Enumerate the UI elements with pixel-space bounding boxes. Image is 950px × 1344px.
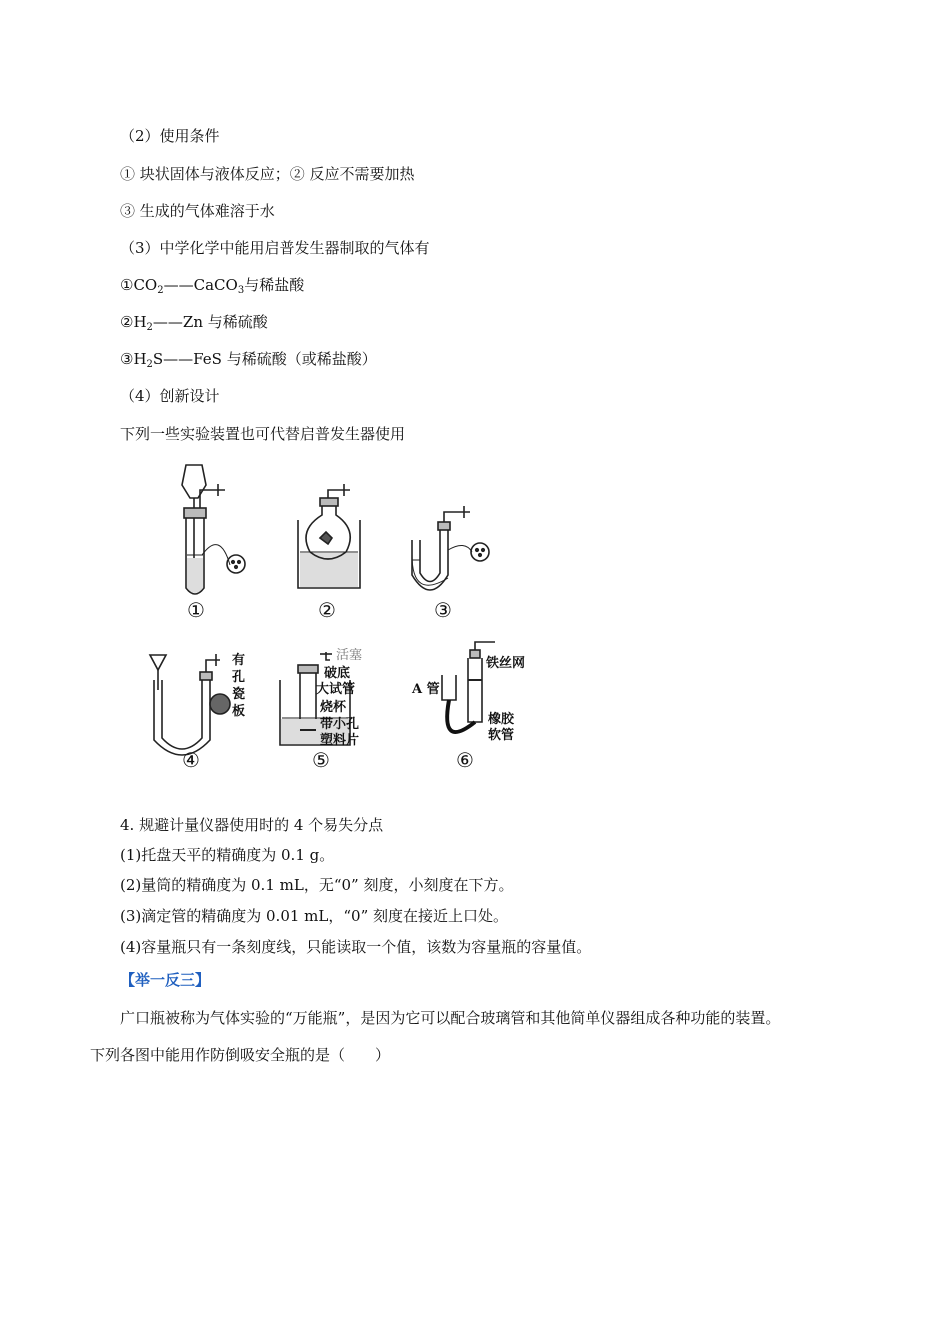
point-1: (1)托盘天平的精确度为 0.1 g。: [120, 846, 335, 864]
label-stopcock: 活塞: [336, 648, 363, 663]
part-4-title: 4. 规避计量仪器使用时的 4 个易失分点: [120, 816, 384, 834]
section-4-title: （4）创新设计: [120, 387, 220, 405]
condition-line-2: ③ 生成的气体难溶于水: [120, 202, 275, 220]
section-4-intro: 下列一些实验装置也可代替启普发生器使用: [120, 425, 406, 443]
label-ban: 板: [232, 704, 246, 719]
apparatus-number-3: ③: [434, 598, 452, 622]
apparatus-number-6: ⑥: [456, 748, 474, 772]
apparatus-number-1: ①: [187, 598, 205, 622]
apparatus-1: [182, 465, 245, 594]
practice-paragraph: 广口瓶被称为气体实验的“万能瓶”，是因为它可以配合玻璃管和其他简单仪器组成各种功能的装置。: [120, 1009, 781, 1027]
gas-item-co2: $①CO_2——CaCO_3$与稀盐酸: [120, 276, 305, 296]
point-3: (3)滴定管的精确度为 0.01 mL，“0” 刻度在接近上口处。: [120, 907, 509, 925]
label-beaker: 烧杯: [320, 700, 347, 715]
apparatus-3: [412, 506, 489, 590]
practice-question: 下列各图中能用作防倒吸安全瓶的是（ ）: [90, 1046, 391, 1064]
label-rubber: 橡胶: [488, 712, 515, 727]
section-2-title: （2）使用条件: [120, 127, 220, 145]
apparatus-number-2: ②: [318, 598, 336, 622]
apparatus-figure: [150, 460, 530, 780]
label-hose: 软管: [488, 728, 515, 743]
label-small-holes: 带小孔: [320, 717, 360, 732]
section-3-title: （3）中学化学中能用启普发生器制取的气体有: [120, 239, 430, 257]
point-4: (4)容量瓶只有一条刻度线，只能读取一个值，该数为容量瓶的容量值。: [120, 938, 592, 956]
point-2: (2)量筒的精确度为 0.1 mL，无“0” 刻度，小刻度在下方。: [120, 876, 514, 894]
apparatus-number-4: ④: [182, 748, 200, 772]
label-large-test-tube: 大试管: [316, 682, 356, 697]
apparatus-drawings: [150, 460, 530, 780]
label-you: 有: [232, 653, 246, 668]
apparatus-2: [298, 484, 360, 588]
label-broken-bottom: 破底: [324, 666, 351, 681]
label-plastic-sheet: 塑料片: [320, 733, 360, 748]
label-kong: 孔: [232, 670, 246, 685]
gas-item-h2: $②H_2——Zn$ 与稀硫酸: [120, 313, 268, 333]
label-tube-a: A 管: [412, 682, 440, 697]
label-ci: 瓷: [232, 687, 246, 702]
apparatus-number-5: ⑤: [312, 748, 330, 772]
condition-line-1: ① 块状固体与液体反应；② 反应不需要加热: [120, 165, 415, 183]
practice-heading: 【举一反三】: [120, 971, 211, 989]
label-iron-wire-mesh: 铁丝网: [486, 656, 526, 671]
apparatus-4: [150, 654, 230, 755]
gas-item-h2s: $③H_2S——FeS$ 与稀硫酸（或稀盐酸）: [120, 350, 377, 370]
